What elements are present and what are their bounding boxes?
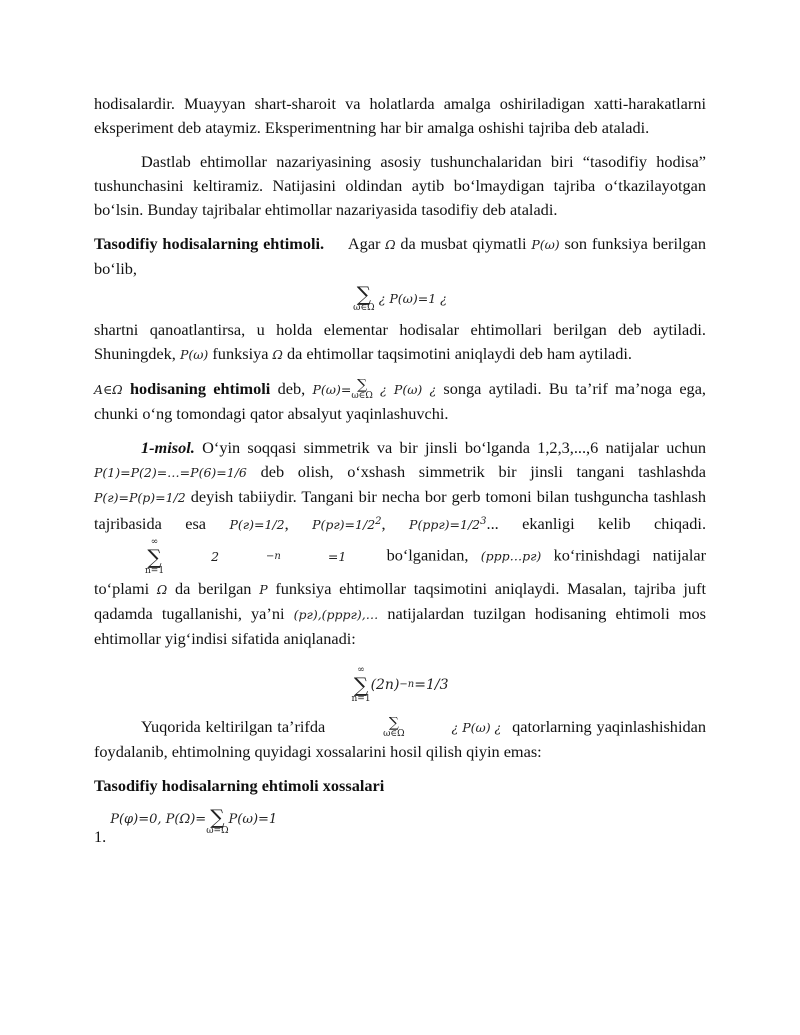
formula-a-in-omega: A∈Ω — [94, 382, 123, 397]
paragraph-example-1: 1-misol. O‘yin soqqasi simmetrik va bir jinsli bo‘lganda 1,2,3,...,6 natijalar uchun P(1)=P(2)=…=P(6)=1/6 deb olish, o‘xshash simmetrik bir jinsli tangani tashlashda P(г)=P(p)=1/2 deyish tabiiydir. Tangani bir necha bor gerb tomoni bilan tushguncha tashlash tajribasida esa P(г)=1/2, $P(pг)=1/2^2$, $P(ppг)=1/2^3$... ekanligi kelib chiqadi. ∞ ∑ n=1 2 −n =1 bo‘lganidan, (ppp…pг) ko‘rinishdagi natijalar to‘plami Ω da berilgan P funksiya ehtimollar taqsimotini aniqlaydi. Masalan, tajriba juft qadamda tugallanishi, ya’ni (pг),(pppг),… natijalardan tuzilgan hodisaning ehtimoli mos ehtimollar yig‘indisi sifatida aniqlanadi: — [94, 438, 707, 649]
example-label: 1-misol. — [141, 438, 195, 457]
formula-even-outcomes: (pг),(pppг),… — [293, 607, 379, 623]
formula-series-sum: ∞ ∑ n=1 2 −n =1 — [145, 537, 347, 577]
formula-p-g: P(г)=1/2 — [229, 517, 285, 533]
omega-symbol: Ω — [272, 347, 283, 362]
section-heading-properties: Tasodifiy hodisalarning ehtimoli xossalari — [94, 776, 385, 796]
omega-symbol: Ω — [156, 582, 168, 598]
formula-p-omega: P(ω) — [179, 347, 209, 362]
paragraph-intro: hodisalardir. Muayyan shart-sharoit va holatlarda amalga oshiriladigan xatti-harakatlarni eksperiment deb ataymiz. Eksperimentning har bir amalga oshishi tajriba deb ataladi. — [94, 94, 706, 137]
formula-p-ppg: $P(ppг)=1/2^3$ — [409, 516, 487, 533]
paragraph-event-probability: A∈Ω hodisaning ehtimoli deb, P(ω)= ∑ ω∈Ω ¿ P(ω) ¿ songa aytiladi. Bu ta’rif ma’noga ega, chunki o‘ng tomondagi qator absalyut yaqinlashuvchi. — [94, 377, 706, 423]
equation-even-sum: ∞ ∑ n=1 (2n) −n =1/3 — [351, 665, 449, 705]
property-item-1 — [94, 805, 706, 849]
formula-property-1: P(φ)=0, P(Ω)= ∑ ω=Ω P(ω)=1 — [110, 805, 278, 837]
formula-p-omega: P(ω) — [531, 237, 560, 252]
paragraph-distribution: shartni qanoatlantirsa, u holda elementar hodisalar ehtimollari berilgan deb aytiladi. Shuningdek, P(ω) funksiya Ω da ehtimollar taqsimotini aniqlaydi deb ham aytiladi. — [94, 320, 706, 363]
equation-sum-one: ∑ ω∈Ω ¿ P(ω)=1 ¿ — [353, 282, 447, 313]
formula-sequence: (ppp…pг) — [480, 548, 542, 564]
paragraph-probability-def: Tasodifiy hodisalarning ehtimoli. Agar Ω da musbat qiymatli P(ω) son funksiya berilgan bo‘lib, — [94, 234, 706, 278]
formula-p-pg: $P(pг)=1/2^2$ — [312, 516, 382, 533]
paragraph-random-event: Dastlab ehtimollar nazariyasining asosiy tushunchalaridan biri “tasodifiy hodisa” tushunchasini keltiramiz. Natijasini oldindan aytib bo‘lmaydigan tajriba o‘tkazilayotgan bo‘lsin. Bunday tajribalar ehtimollar nazariyasida tasodifiy deb ataladi. — [94, 152, 706, 219]
formula-event-probability: P(ω)= ∑ ω∈Ω ¿ P(ω) ¿ — [312, 377, 437, 401]
formula-series: ∑ ω∈Ω ¿ P(ω) ¿ — [383, 714, 502, 739]
omega-symbol: Ω — [385, 237, 396, 252]
formula-die: P(1)=P(2)=…=P(6)=1/6 — [94, 465, 247, 480]
p-symbol: P — [259, 582, 268, 598]
item-number: 1. — [94, 827, 107, 847]
section-heading-probability: Tasodifiy hodisalarning ehtimoli. — [94, 234, 325, 253]
paragraph-properties-intro: Yuqorida keltirilgan ta’rifda ∑ ω∈Ω ¿ P(ω) ¿ qatorlarning yaqinlashishidan foydalanib, ehtimolning quyidagi xossalarini hosil qilish qiyin emas: — [94, 714, 706, 762]
document-page — [94, 92, 706, 849]
formula-coin: P(г)=P(p)=1/2 — [94, 490, 186, 505]
